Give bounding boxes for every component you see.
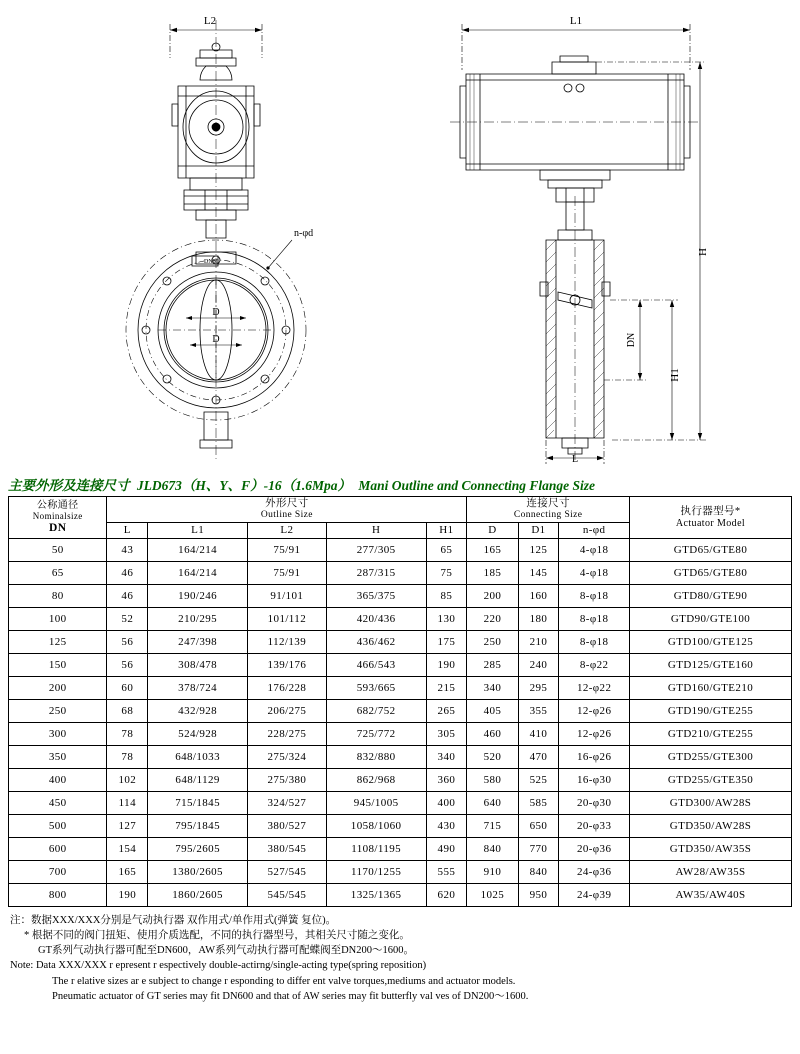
cell-L1: 715/1845 [148, 791, 248, 814]
cell-L2: 545/545 [248, 883, 327, 906]
cell-n-phid: 16-φ30 [559, 768, 630, 791]
cell-L1: 308/478 [148, 653, 248, 676]
header-group-outline-cn: 外形尺寸 [265, 498, 309, 509]
table-row [9, 883, 792, 906]
header-actuator-model-en: Actuator Model [675, 517, 746, 529]
cell-H: 725/772 [326, 722, 426, 745]
cell-L2: 75/91 [248, 561, 327, 584]
cell-D1: 160 [518, 584, 559, 607]
cell-H: 365/375 [326, 584, 426, 607]
cell-n-phid: 8-φ18 [559, 607, 630, 630]
label-l2: L2 [203, 15, 217, 27]
cell-actuator: GTD255/GTE300 [630, 745, 792, 768]
cell-n-phid: 12-φ22 [559, 676, 630, 699]
cell-L: 190 [107, 883, 148, 906]
cell-L2: 176/228 [248, 676, 327, 699]
cell-L: 127 [107, 814, 148, 837]
cell-D1: 125 [518, 538, 559, 561]
note-line-2: * 根据不同的阀门扭矩、使用介质选配，不同的执行器型号，其相关尺寸随之变化。 [24, 929, 410, 941]
cell-dn: 600 [9, 837, 107, 860]
cell-H1: 430 [426, 814, 467, 837]
label-n-phid: n-φd [294, 228, 314, 239]
table-body [9, 538, 792, 906]
header-col-L2: L2 [248, 522, 327, 538]
cell-n-phid: 8-φ22 [559, 653, 630, 676]
cell-L: 102 [107, 768, 148, 791]
cell-dn: 65 [9, 561, 107, 584]
cell-n-phid: 24-φ36 [559, 860, 630, 883]
cell-H1: 130 [426, 607, 467, 630]
cell-n-phid: 8-φ18 [559, 630, 630, 653]
cell-L2: 380/527 [248, 814, 327, 837]
cell-H1: 340 [426, 745, 467, 768]
cell-L1: 432/928 [148, 699, 248, 722]
cell-H1: 65 [426, 538, 467, 561]
note-line-3: GT系列气动执行器可配至DN600，AW系列气动执行器可配蝶阀至DN200～1600。 [38, 945, 414, 957]
cell-L1: 1380/2605 [148, 860, 248, 883]
notes-block [10, 913, 790, 1004]
cell-H: 945/1005 [326, 791, 426, 814]
cell-n-phid: 12-φ26 [559, 722, 630, 745]
cell-D1: 295 [518, 676, 559, 699]
cell-L1: 795/1845 [148, 814, 248, 837]
cell-D1: 950 [518, 883, 559, 906]
cell-D1: 650 [518, 814, 559, 837]
cell-D1: 585 [518, 791, 559, 814]
cell-actuator: GTD190/GTE255 [630, 699, 792, 722]
header-col-n-phid: n-φd [559, 522, 630, 538]
cell-L: 56 [107, 653, 148, 676]
cell-H: 287/315 [326, 561, 426, 584]
dim-h1 [610, 300, 678, 440]
cell-D: 340 [467, 676, 518, 699]
cell-dn: 50 [9, 538, 107, 561]
cell-D: 405 [467, 699, 518, 722]
header-nominal-size [9, 497, 107, 539]
cell-actuator: AW28/AW35S [630, 860, 792, 883]
cell-H1: 75 [426, 561, 467, 584]
cell-D: 165 [467, 538, 518, 561]
cell-D: 200 [467, 584, 518, 607]
cell-D: 910 [467, 860, 518, 883]
cell-L: 46 [107, 584, 148, 607]
cell-L1: 164/214 [148, 561, 248, 584]
cell-L2: 380/545 [248, 837, 327, 860]
note-line-1: 注：数据XXX/XXX分别是气动执行器 双作用式/单作用式(弹簧 复位)。 [10, 914, 337, 926]
cell-D1: 470 [518, 745, 559, 768]
cell-D1: 180 [518, 607, 559, 630]
cell-dn: 300 [9, 722, 107, 745]
cell-n-phid: 8-φ18 [559, 584, 630, 607]
cell-dn: 150 [9, 653, 107, 676]
cell-D: 1025 [467, 883, 518, 906]
table-title [8, 474, 792, 494]
table-row [9, 699, 792, 722]
cell-L: 154 [107, 837, 148, 860]
cell-L: 78 [107, 745, 148, 768]
cell-D: 185 [467, 561, 518, 584]
header-col-H1: H1 [426, 522, 467, 538]
cell-L: 114 [107, 791, 148, 814]
cell-actuator: GTD160/GTE210 [630, 676, 792, 699]
cell-H: 466/543 [326, 653, 426, 676]
cell-D1: 240 [518, 653, 559, 676]
cell-L1: 210/295 [148, 607, 248, 630]
cell-dn: 700 [9, 860, 107, 883]
cell-D: 840 [467, 837, 518, 860]
cell-n-phid: 12-φ26 [559, 699, 630, 722]
table-head [9, 497, 792, 539]
note-line-4: Note: Data XXX/XXX r epresent r espectively double-actirng/single-acting type(spring reposition) [10, 960, 427, 972]
cell-D: 285 [467, 653, 518, 676]
cell-L: 68 [107, 699, 148, 722]
cell-D1: 770 [518, 837, 559, 860]
cell-L2: 75/91 [248, 538, 327, 561]
cell-L2: 275/380 [248, 768, 327, 791]
table-row [9, 791, 792, 814]
table-row [9, 653, 792, 676]
label-dn: DN [626, 332, 637, 348]
header-group-outline [107, 497, 467, 523]
cell-L: 56 [107, 630, 148, 653]
cell-D1: 210 [518, 630, 559, 653]
cell-H: 420/436 [326, 607, 426, 630]
cell-D1: 145 [518, 561, 559, 584]
cell-H: 682/752 [326, 699, 426, 722]
cell-actuator: GTD300/AW28S [630, 791, 792, 814]
table-group-header-row [9, 497, 792, 523]
cell-D: 220 [467, 607, 518, 630]
cell-dn: 80 [9, 584, 107, 607]
cell-D1: 525 [518, 768, 559, 791]
cell-L2: 228/275 [248, 722, 327, 745]
cell-actuator: GTD100/GTE125 [630, 630, 792, 653]
cell-actuator: GTD90/GTE100 [630, 607, 792, 630]
label-l: L [571, 454, 579, 465]
cell-L: 60 [107, 676, 148, 699]
title-en: Mani Outline and Connecting Flange Size [358, 478, 596, 493]
table-row [9, 676, 792, 699]
header-nominal-size-dn: DN [49, 521, 67, 534]
cell-L: 46 [107, 561, 148, 584]
cell-L1: 648/1033 [148, 745, 248, 768]
cell-L2: 527/545 [248, 860, 327, 883]
cell-n-phid: 20-φ30 [559, 791, 630, 814]
cell-D: 460 [467, 722, 518, 745]
cell-L1: 648/1129 [148, 768, 248, 791]
cell-actuator: AW35/AW40S [630, 883, 792, 906]
cell-D1: 840 [518, 860, 559, 883]
table-row [9, 630, 792, 653]
cell-L2: 112/139 [248, 630, 327, 653]
cell-H1: 400 [426, 791, 467, 814]
cell-L1: 190/246 [148, 584, 248, 607]
table-row [9, 584, 792, 607]
cell-H1: 555 [426, 860, 467, 883]
cell-actuator: GTD350/AW28S [630, 814, 792, 837]
header-group-connect [467, 497, 630, 523]
leader-n-phid [266, 240, 292, 270]
cell-L1: 524/928 [148, 722, 248, 745]
cell-H1: 490 [426, 837, 467, 860]
cell-n-phid: 4-φ18 [559, 538, 630, 561]
cell-L2: 275/324 [248, 745, 327, 768]
label-l1: L1 [569, 15, 583, 27]
cell-H: 1325/1365 [326, 883, 426, 906]
cell-D: 580 [467, 768, 518, 791]
cell-L2: 91/101 [248, 584, 327, 607]
table-row [9, 538, 792, 561]
specification-table [8, 496, 792, 907]
cell-dn: 500 [9, 814, 107, 837]
technical-drawing [0, 0, 800, 470]
cell-H: 832/880 [326, 745, 426, 768]
header-group-connect-en: Connecting Size [513, 510, 583, 521]
dim-dn [604, 300, 646, 380]
cell-L2: 206/275 [248, 699, 327, 722]
cell-dn: 450 [9, 791, 107, 814]
cell-dn: 250 [9, 699, 107, 722]
cell-H1: 265 [426, 699, 467, 722]
cell-H: 436/462 [326, 630, 426, 653]
cell-H: 1108/1195 [326, 837, 426, 860]
cell-H1: 190 [426, 653, 467, 676]
header-col-D: D [467, 522, 518, 538]
valve-drawing-svg [0, 0, 800, 470]
cell-actuator: GTD125/GTE160 [630, 653, 792, 676]
table-row [9, 814, 792, 837]
cell-H: 277/305 [326, 538, 426, 561]
cell-actuator: GTD65/GTE80 [630, 561, 792, 584]
cell-D: 715 [467, 814, 518, 837]
cell-D: 520 [467, 745, 518, 768]
label-d-inner: D [212, 334, 220, 345]
cell-H1: 620 [426, 883, 467, 906]
cell-H: 1058/1060 [326, 814, 426, 837]
cell-L: 52 [107, 607, 148, 630]
cell-H1: 215 [426, 676, 467, 699]
cell-L1: 795/2605 [148, 837, 248, 860]
header-col-H: H [326, 522, 426, 538]
title-cn: 主要外形及连接尺寸 [8, 478, 130, 493]
cell-H1: 175 [426, 630, 467, 653]
cell-n-phid: 16-φ26 [559, 745, 630, 768]
cell-n-phid: 4-φ18 [559, 561, 630, 584]
table-row [9, 768, 792, 791]
cell-L: 78 [107, 722, 148, 745]
cell-L2: 139/176 [248, 653, 327, 676]
header-actuator-model-cn: 执行器型号* [680, 505, 741, 517]
header-nominal-size-en: Nominalsize [32, 511, 83, 522]
cell-L: 165 [107, 860, 148, 883]
cell-H1: 360 [426, 768, 467, 791]
note-line-6: Pneumatic actuator of GT series may fit DN600 and that of AW series may fit butterfly val ves of DN200～1600. [52, 990, 529, 1002]
table-row [9, 837, 792, 860]
header-nominal-size-cn: 公称通径 [36, 499, 79, 511]
cell-D1: 410 [518, 722, 559, 745]
cell-actuator: GTD210/GTE255 [630, 722, 792, 745]
table-row [9, 607, 792, 630]
cell-L2: 324/527 [248, 791, 327, 814]
cell-L: 43 [107, 538, 148, 561]
cell-dn: 350 [9, 745, 107, 768]
cell-n-phid: 20-φ36 [559, 837, 630, 860]
cell-dn: 800 [9, 883, 107, 906]
title-model: JLD673（H、Y、F）-16（1.6Mpa） [136, 478, 351, 493]
cell-dn: 100 [9, 607, 107, 630]
label-h: H [697, 248, 709, 256]
cell-actuator: GTD255/GTE350 [630, 768, 792, 791]
cell-L1: 247/398 [148, 630, 248, 653]
table-row [9, 745, 792, 768]
cell-dn: 125 [9, 630, 107, 653]
table-row [9, 722, 792, 745]
cell-H: 593/665 [326, 676, 426, 699]
cell-H1: 85 [426, 584, 467, 607]
header-col-L1: L1 [148, 522, 248, 538]
cell-actuator: GTD350/AW35S [630, 837, 792, 860]
cell-H1: 305 [426, 722, 467, 745]
cell-L1: 378/724 [148, 676, 248, 699]
cell-L2: 101/112 [248, 607, 327, 630]
label-nameplate: DN80 [204, 259, 219, 265]
cell-L1: 164/214 [148, 538, 248, 561]
cell-L1: 1860/2605 [148, 883, 248, 906]
label-h1: H1 [669, 368, 681, 382]
cell-D: 640 [467, 791, 518, 814]
header-group-outline-en: Outline Size [260, 510, 313, 521]
cell-n-phid: 20-φ33 [559, 814, 630, 837]
header-actuator-model [630, 497, 792, 539]
cell-dn: 200 [9, 676, 107, 699]
header-group-connect-cn: 连接尺寸 [526, 498, 570, 509]
dim-h [596, 62, 706, 440]
dim-l1 [462, 24, 690, 70]
table-row [9, 561, 792, 584]
note-line-5: The r elative sizes ar e subject to change r esponding to differ ent valve torques,mediums and actuator models. [52, 975, 516, 987]
cell-actuator: GTD80/GTE90 [630, 584, 792, 607]
header-col-D1: D1 [518, 522, 559, 538]
cell-actuator: GTD65/GTE80 [630, 538, 792, 561]
label-d-outer: D [212, 307, 220, 318]
cell-dn: 400 [9, 768, 107, 791]
cell-H: 1170/1255 [326, 860, 426, 883]
cell-H: 862/968 [326, 768, 426, 791]
cell-D: 250 [467, 630, 518, 653]
header-col-L: L [107, 522, 148, 538]
cell-n-phid: 24-φ39 [559, 883, 630, 906]
cell-D1: 355 [518, 699, 559, 722]
table-row [9, 860, 792, 883]
